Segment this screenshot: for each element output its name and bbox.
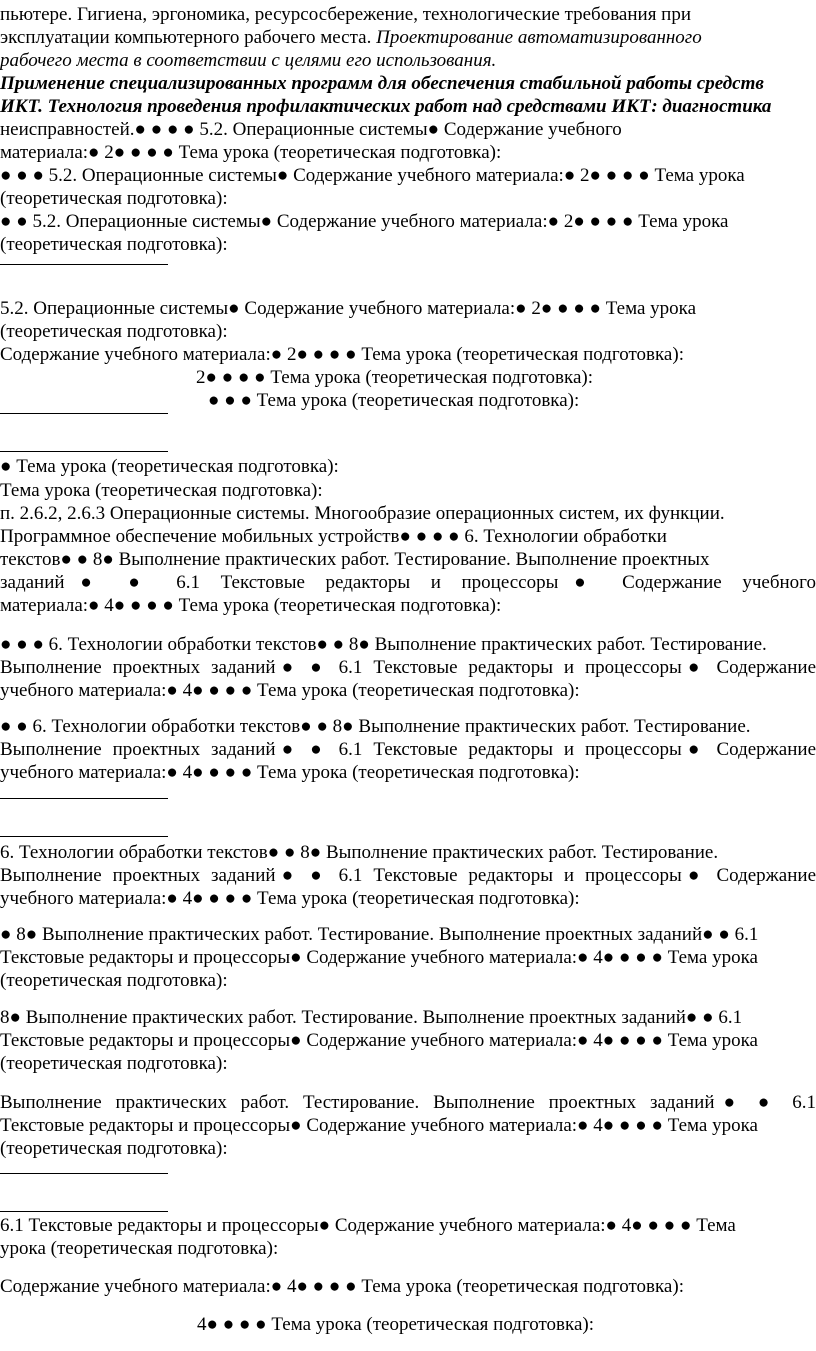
text-line: (теоретическая подготовка): bbox=[0, 188, 228, 209]
text-line: (теоретическая подготовка): bbox=[0, 1138, 228, 1159]
text-line: ● ● 6. Технологии обработки текстов● ● 8● Выполнение практических работ. Тестирование. bbox=[0, 716, 751, 737]
text-line: 6. Технологии обработки текстов● ● 8● Выполнение практических работ. Тестирование. bbox=[0, 842, 719, 863]
text-line: ● ● 5.2. Операционные системы● Содержание учебного материала:● 2● ● ● ● Тема урока bbox=[0, 211, 729, 232]
text-line: учебного материала:● 4● ● ● ● Тема урока (теоретическая подготовка): bbox=[0, 680, 580, 701]
text-line bbox=[0, 27, 816, 49]
footnote-rule bbox=[0, 1173, 168, 1174]
text-line: неисправностей.● ● ● ● 5.2. Операционные системы● Содержание учебного bbox=[0, 119, 622, 140]
text-line: Выполнение проектных заданий● ● 6.1 Текстовые редакторы и процессоры● Содержание bbox=[0, 739, 816, 760]
text-line: 4● ● ● ● Тема урока (теоретическая подготовка): bbox=[197, 1314, 595, 1335]
text-line: учебного материала:● 4● ● ● ● Тема урока (теоретическая подготовка): bbox=[0, 888, 580, 909]
text-line: текстов● ● 8● Выполнение практических работ. Тестирование. Выполнение проектных bbox=[0, 549, 710, 570]
text-line: Программное обеспечение мобильных устройств● ● ● ● 6. Технологии обработки bbox=[0, 526, 667, 547]
text-line: Выполнение проектных заданий● ● 6.1 Текстовые редакторы и процессоры● Содержание bbox=[0, 657, 816, 678]
text-line: 6.1 Текстовые редакторы и процессоры● Содержание учебного материала:● 4● ● ● ● Тема bbox=[0, 1215, 736, 1236]
text-line: Применение специализированных программ для обеспечения стабильной работы средств bbox=[0, 73, 764, 94]
footnote-rule bbox=[0, 264, 168, 265]
text-line: Выполнение проектных заданий● ● 6.1 Текстовые редакторы и процессоры● Содержание bbox=[0, 865, 816, 886]
text-line: Текстовые редакторы и процессоры● Содержание учебного материала:● 4● ● ● ● Тема урока bbox=[0, 947, 758, 968]
text-line: учебного материала:● 4● ● ● ● Тема урока (теоретическая подготовка): bbox=[0, 762, 580, 783]
text-line: 5.2. Операционные системы● Содержание учебного материала:● 2● ● ● ● Тема урока bbox=[0, 298, 697, 319]
text-line: ● Тема урока (теоретическая подготовка): bbox=[0, 456, 339, 477]
footnote-rule bbox=[0, 1211, 168, 1212]
text-line: Содержание учебного материала:● 2● ● ● ● Тема урока (теоретическая подготовка): bbox=[0, 344, 684, 365]
footnote-rule bbox=[0, 798, 168, 799]
text-line: Текстовые редакторы и процессоры● Содержание учебного материала:● 4● ● ● ● Тема урока bbox=[0, 1115, 758, 1136]
text-line: Текстовые редакторы и процессоры● Содержание учебного материала:● 4● ● ● ● Тема урока bbox=[0, 1030, 758, 1051]
text-line: 8● Выполнение практических работ. Тестирование. Выполнение проектных заданий● ● 6.1 bbox=[0, 1007, 743, 1028]
text-line: (теоретическая подготовка): bbox=[0, 321, 228, 342]
text-line: (теоретическая подготовка): bbox=[0, 1053, 228, 1074]
text-line: материала:● 4● ● ● ● Тема урока (теоретическая подготовка): bbox=[0, 595, 502, 616]
text-line: ● 8● Выполнение практических работ. Тестирование. Выполнение проектных заданий● ● 6.1 bbox=[0, 924, 759, 945]
text-line: 2● ● ● ● Тема урока (теоретическая подготовка): bbox=[196, 367, 594, 388]
text-line: заданий● ● 6.1 Текстовые редакторы и процессоры● Содержание учебного bbox=[0, 572, 816, 593]
text-line: урока (теоретическая подготовка): bbox=[0, 1238, 279, 1259]
text-line: (теоретическая подготовка): bbox=[0, 970, 228, 991]
text-line: Тема урока (теоретическая подготовка): bbox=[0, 480, 323, 501]
text-line: рабочего места в соответствии с целями его использования. bbox=[0, 50, 497, 71]
text-line: ИКТ. Технология проведения профилактических работ над средствами ИКТ: диагностика bbox=[0, 96, 772, 117]
footnote-rule bbox=[0, 413, 168, 414]
footnote-rule bbox=[0, 836, 168, 837]
text-line: Содержание учебного материала:● 4● ● ● ● Тема урока (теоретическая подготовка): bbox=[0, 1276, 684, 1297]
text-line: (теоретическая подготовка): bbox=[0, 234, 228, 255]
text-line: ● ● ● Тема урока (теоретическая подготовка): bbox=[208, 390, 580, 411]
text-line: пьютере. Гигиена, эргономика, ресурсосбережение, технологические требования при bbox=[0, 4, 692, 25]
text-line: материала:● 2● ● ● ● Тема урока (теоретическая подготовка): bbox=[0, 142, 502, 163]
text-line: ● ● ● 6. Технологии обработки текстов● ● 8● Выполнение практических работ. Тестирование. bbox=[0, 634, 767, 655]
footnote-rule bbox=[0, 451, 168, 452]
text-italic: Проектирование автоматизированного bbox=[376, 27, 702, 48]
text-line: ● ● ● 5.2. Операционные системы● Содержание учебного материала:● 2● ● ● ● Тема урока bbox=[0, 165, 745, 186]
text-line: п. 2.6.2, 2.6.3 Операционные системы. Многообразие операционных систем, их функции. bbox=[0, 503, 725, 524]
text-plain: эксплуатации компьютерного рабочего места. bbox=[0, 27, 377, 48]
text-line: Выполнение практических работ. Тестирование. Выполнение проектных заданий● ● 6.1 bbox=[0, 1092, 816, 1113]
